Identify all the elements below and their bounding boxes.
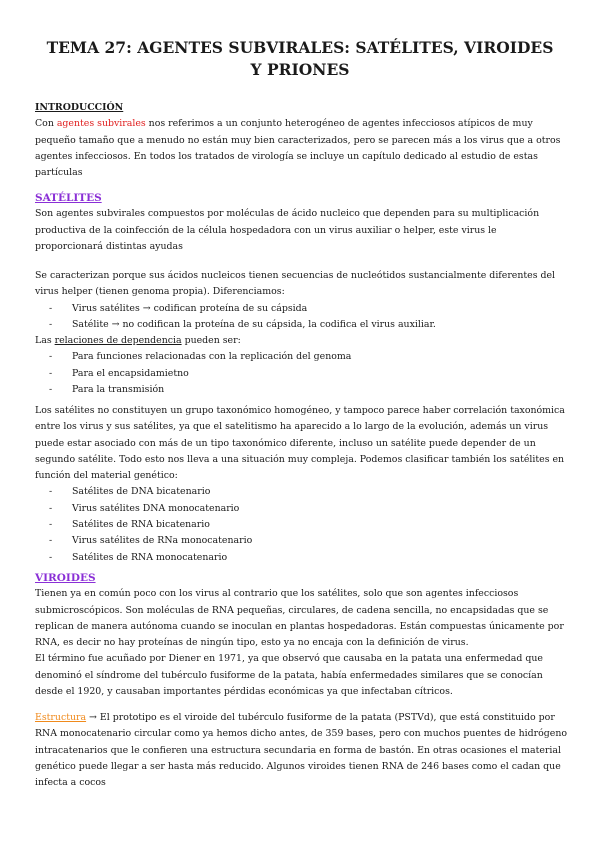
viroides-paragraph-2: El término fue acuñado por Diener en 1971, ya que observó que causaba en la patata una enfermedad que denominó el síndrome del tubérculo fusiforme de la patata, había enfermedades similares que se conocían desde el 1920, y causaban importantes pérdidas económicas ya que infectaban cítricos.	[35, 653, 543, 698]
list-item: - Satélite → no codifican la proteína de su cápsida, la codifica el virus auxiliar.	[35, 317, 567, 333]
estructura-paragraph	[35, 710, 567, 791]
list-item: - Satélites de RNA monocatenario	[35, 550, 567, 566]
list-item: - Virus satélites DNA monocatenario	[35, 501, 567, 517]
dependencias-list	[35, 349, 567, 398]
viroides-paragraph-1: Tienen ya en común poco con los virus al contrario que los satélites, solo que son agentes infecciosos submicroscópicos. Son moléculas de RNA pequeñas, circulares, de cadena sencilla, no encapsidadas que se replican de manera autónoma cuando se inoculan en plantas hospedadoras. Están compuestas únicamente por RNA, es decir no hay proteínas de ningún tipo, esto ya no encaja con la definición de virus.	[35, 588, 564, 649]
viroides-heading: VIROIDES	[35, 572, 96, 584]
satelites-paragraph-2: Se caracterizan porque sus ácidos nucleicos tienen secuencias de nucleótidos sustancialmente diferentes del virus helper (tienen genoma propia). Diferenciamos:	[35, 270, 556, 298]
estructura-text: → El prototipo es el viroide del tubérculo fusiforme de la patata (PSTVd), que está constituido por RNA monocatenario circular como ya hemos dicho antes, de 359 bases, pero con muchos puentes de hidrógeno intracatenarios que le confieren una estructura secundaria en forma de bastón. En otras ocasiones el material genético puede llegar a ser hasta más reducido. Algunos viroides tienen RNA de 246 bases como el cadan que infecta a cocos	[35, 712, 567, 789]
viroides-section	[35, 570, 567, 700]
list-item: - Para el encapsidamietno	[35, 366, 567, 382]
satelites-paragraph-3: Los satélites no constituyen un grupo taxonómico homogéneo, y tampoco parece haber correlación taxonómica entre los virus y sus satélites, ya que el satelitismo ha aparecido a lo largo de la evolución, además un virus puede estar asociado con más de un tipo taxonómico diferente, incluso un satélite puede depender de un segundo satélite. Todo esto nos lleva a una situación muy compleja. Podemos clasificar también los satélites en función del material genético:	[35, 405, 565, 482]
list-item: - Virus satélites de RNa monocatenario	[35, 533, 567, 549]
list-item: - Satélites de RNA bicatenario	[35, 517, 567, 533]
satelites-block-2	[35, 268, 567, 398]
intro-text-before: Con	[35, 118, 57, 130]
satelites-types-list	[35, 301, 567, 334]
list-item: - Satélites de DNA bicatenario	[35, 484, 567, 500]
satelites-block-3	[35, 403, 567, 566]
list-item: - Para funciones relacionadas con la replicación del genoma	[35, 349, 567, 365]
relaciones-before: Las	[35, 335, 55, 347]
satelites-heading: SATÉLITES	[35, 192, 102, 204]
satelites-paragraph-1: Son agentes subvirales compuestos por moléculas de ácido nucleico que dependen para su multiplicación productiva de la coinfección de la célula hospedadora con un virus auxiliar o helper, este virus le proporcionará distintas ayudas	[35, 208, 540, 252]
satelites-section	[35, 190, 567, 255]
list-item: - Virus satélites → codifican proteína de su cápsida	[35, 301, 567, 317]
estructura-label: Estructura	[35, 712, 87, 723]
intro-heading: INTRODUCCIÓN	[35, 102, 124, 113]
intro-paragraph	[35, 116, 567, 181]
page-title: TEMA 27: AGENTES SUBVIRALES: SATÉLITES, VIROIDES Y PRIONES	[46, 38, 554, 79]
intro-highlight: agentes subvirales	[56, 118, 146, 130]
estructura-section	[35, 710, 567, 791]
intro-section	[35, 100, 567, 181]
material-genetico-list	[35, 484, 567, 565]
intro-text-after: nos referimos a un conjunto heterogéneo de agentes infecciosos atípicos de muy pequeño tamaño que a menudo no están muy bien caracterizados, pero se parecen más a los virus que a otros agentes infecciosos. En todos los tratados de virología se incluye un capítulo dedicado al estudio de estas partículas	[35, 118, 561, 179]
relaciones-underlined: relaciones de dependencia	[54, 335, 182, 347]
relaciones-line	[35, 333, 567, 349]
relaciones-after: pueden ser:	[181, 335, 241, 347]
list-item: - Para la transmisión	[35, 382, 567, 398]
